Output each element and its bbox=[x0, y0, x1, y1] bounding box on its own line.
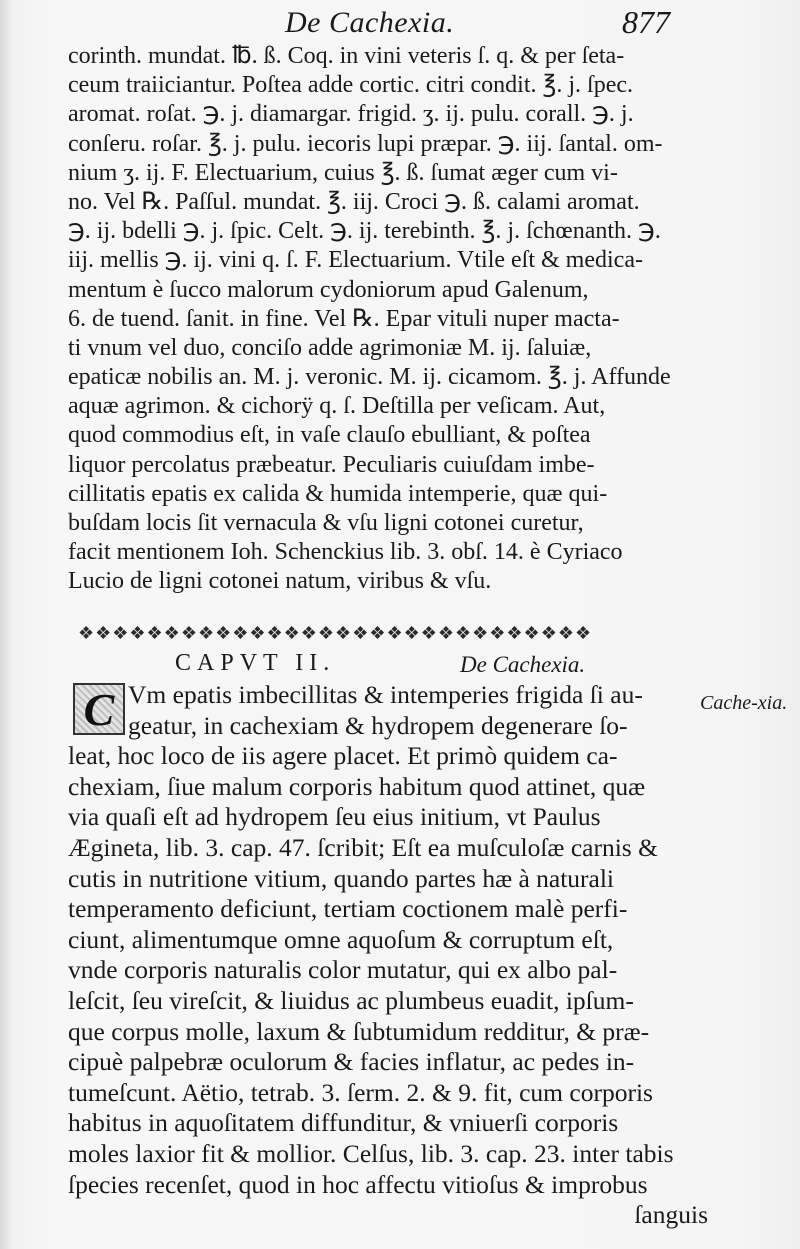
text-line: corinth. mundat. ℔. ß. Coq. in vini veteris ſ. q. & per ſeta- bbox=[68, 43, 625, 69]
top-section-text bbox=[68, 42, 708, 597]
text-line: aromat. roſat. ℈. j. diamargar. frigid. ʒ. ij. pulu. corall. ℈. j. bbox=[68, 101, 634, 128]
text-line: 6. de tuend. ſanit. in fine. Vel ℞. Epar vituli nuper macta- bbox=[68, 305, 620, 332]
text-line: ti vnum vel duo, conciſo adde agrimoniæ M. ij. ſaluiæ, bbox=[68, 334, 592, 361]
chapter-number: CAPVT II. bbox=[175, 650, 336, 676]
text-line: liquor percolatus præbeatur. Peculiaris cuiuſdam imbe- bbox=[68, 451, 595, 478]
chapter-body-text bbox=[68, 680, 708, 1231]
text-line: vnde corporis naturalis color mutatur, qui ex albo pal- bbox=[68, 955, 618, 985]
text-line: cutis in nutritione vitium, quando partes hæ à naturali bbox=[68, 863, 615, 893]
text-line: epaticæ nobilis an. M. j. veronic. M. ij. cicamom. ℥. j. Affunde bbox=[68, 364, 671, 391]
text-line: leſcit, ſeu vireſcit, & liuidus ac plumbeus euadit, ipſum- bbox=[68, 985, 634, 1015]
text-line: quod commodius eſt, in vaſe clauſo ebulliant, & poſtea bbox=[68, 422, 591, 449]
text-line: ℈. ij. bdelli ℈. j. ſpic. Celt. ℈. ij. terebinth. ℥. j. ſchœnanth. ℈. bbox=[68, 218, 661, 245]
text-line: leat, hoc loco de iis agere placet. Et primò quidem ca- bbox=[68, 741, 618, 771]
text-line: cillitatis epatis ex calida & humida intemperie, quæ qui- bbox=[68, 480, 608, 507]
text-line: geatur, in cachexiam & hydropem degenerare ſo- bbox=[128, 710, 628, 740]
text-line: ciunt, alimentumque omne aquoſum & corruptum eſt, bbox=[68, 924, 614, 954]
text-line: aquæ agrimon. & cichorÿ q. ſ. Deſtilla per veſicam. Aut, bbox=[68, 393, 606, 420]
page-number: 877 bbox=[622, 4, 670, 40]
text-line: cipuè palpebræ oculorum & facies inflatur, ac pedes in- bbox=[68, 1047, 635, 1077]
text-line: Lucio de ligni cotonei natum, viribus & vſu. bbox=[68, 568, 492, 595]
catchword: ſanguis bbox=[634, 1200, 708, 1230]
ornamental-divider: ❖❖❖❖❖❖❖❖❖❖❖❖❖❖❖❖❖❖❖❖❖❖❖❖❖❖❖❖❖❖ bbox=[78, 623, 593, 644]
marginal-note: Cache-xia. bbox=[700, 692, 788, 714]
text-line: nium ʒ. ij. F. Electuarium, cuius ℥. ß. ſumat æger cum vi- bbox=[68, 159, 618, 186]
chapter-title: De Cachexia. bbox=[460, 652, 586, 677]
text-line: buſdam locis ſit vernacula & vſu ligni cotonei curetur, bbox=[68, 510, 584, 536]
chapter-heading bbox=[155, 650, 715, 682]
text-line: habitus in aquoſitatem diffunditur, & vniuerſi corporis bbox=[68, 1108, 619, 1138]
initial-letter: C bbox=[83, 683, 115, 735]
running-title: De Cachexia. bbox=[285, 6, 455, 39]
running-head bbox=[0, 4, 800, 44]
text-line: Vm epatis imbecillitas & intemperies frigida ſi au- bbox=[128, 680, 643, 709]
text-line: ceum traiiciantur. Poſtea adde cortic. citri condit. ℥. j. ſpec. bbox=[68, 72, 633, 99]
text-line: mentum è ſucco malorum cydoniorum apud Galenum, bbox=[68, 276, 589, 303]
text-line: temperamento deficiunt, tertiam coctionem malè perfi- bbox=[68, 894, 628, 924]
text-line: no. Vel ℞. Paſſul. mundat. ℥. iij. Croci ℈. ß. calami aromat. bbox=[68, 188, 640, 215]
text-line: conſeru. roſar. ℥. j. pulu. iecoris lupi præpar. ℈. iij. ſantal. om- bbox=[68, 130, 663, 157]
text-line: iij. mellis ℈. ij. vini q. ſ. F. Electuarium. Vtile eſt & medica- bbox=[68, 247, 643, 274]
text-line: ſpecies recenſet, quod in hoc affectu vitioſus & improbus bbox=[68, 1169, 648, 1199]
text-line: tumeſcunt. Aëtio, tetrab. 3. ſerm. 2. & 9. fit, cum corporis bbox=[68, 1077, 653, 1107]
text-line: via quaſi eſt ad hydropem ſeu eius initium, vt Paulus bbox=[68, 802, 601, 832]
text-line: Ægineta, lib. 3. cap. 47. ſcribit; Eſt ea muſculoſæ carnis & bbox=[68, 832, 658, 862]
text-line: facit mentionem Ioh. Schenckius lib. 3. obſ. 14. è Cyriaco bbox=[68, 539, 623, 566]
text-line: que corpus molle, laxum & ſubtumidum redditur, & præ- bbox=[68, 1016, 650, 1046]
text-line: moles laxior fit & mollior. Celſus, lib. 3. cap. 23. inter tabis bbox=[68, 1138, 674, 1168]
text-line: chexiam, ſiue malum corporis habitum quod attinet, quæ bbox=[68, 771, 646, 801]
